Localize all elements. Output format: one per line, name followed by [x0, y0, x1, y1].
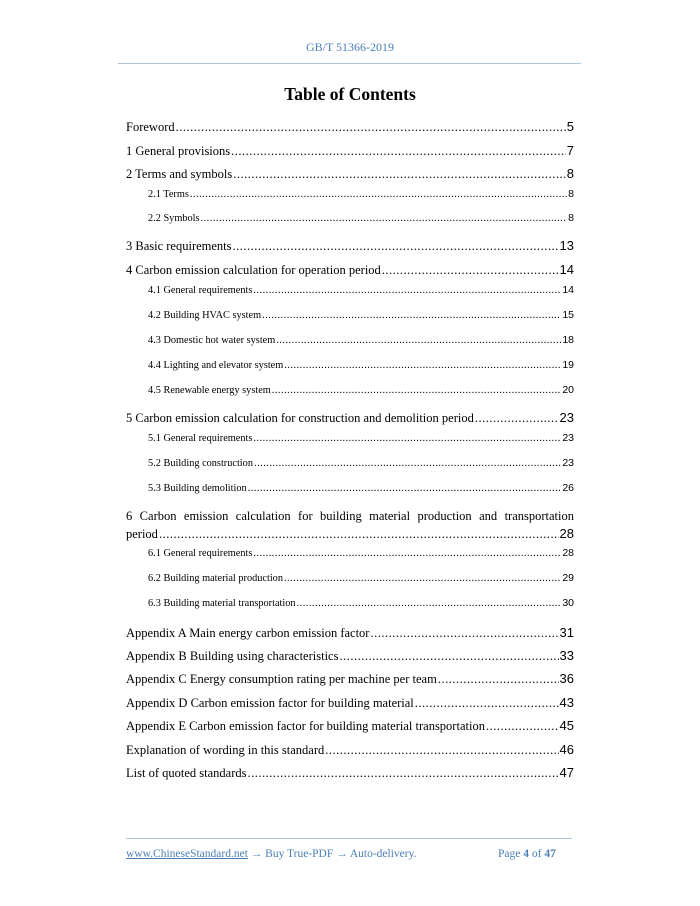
- dot-leader: [201, 213, 568, 224]
- toc-entry-page: 45: [559, 718, 574, 733]
- toc-entry-label: 5.1 General requirements: [148, 433, 253, 444]
- toc-entry-label: 5.2 Building construction: [148, 458, 253, 469]
- dot-leader: [231, 144, 566, 159]
- dot-leader: [176, 120, 566, 135]
- page-word: Page: [498, 848, 521, 860]
- toc-entry-label: 6.1 General requirements: [148, 548, 253, 559]
- toc-entry-appendix-d[interactable]: [126, 695, 574, 711]
- toc-entry-label: 4.4 Lighting and elevator system: [148, 360, 284, 371]
- toc-entry-terms[interactable]: [148, 188, 574, 200]
- toc-entry-page: 33: [559, 648, 574, 663]
- toc-entry-page: 30: [562, 597, 574, 609]
- dot-leader: [276, 335, 561, 346]
- toc-entry-page: 23: [562, 432, 574, 444]
- toc-entry-label: 4.3 Domestic hot water system: [148, 335, 276, 346]
- toc-entry-appendix-e[interactable]: [126, 718, 574, 734]
- toc-entry-label: 5.3 Building demolition: [148, 483, 247, 494]
- toc-entry-construction-general[interactable]: [148, 432, 574, 444]
- toc-entry-appendix-a[interactable]: [126, 625, 574, 641]
- dot-leader: [415, 696, 559, 711]
- toc-entry-page: 36: [559, 671, 574, 686]
- toc-entry-symbols[interactable]: [148, 212, 574, 224]
- toc-entry-building-demolition[interactable]: [148, 482, 574, 494]
- toc-entry-label: 5 Carbon emission calculation for construction and demolition period: [126, 411, 474, 425]
- toc-entry-general-provisions[interactable]: [126, 143, 574, 159]
- toc-entry-label: Explanation of wording in this standard: [126, 743, 325, 757]
- toc-entry-appendix-b[interactable]: [126, 648, 574, 664]
- toc-entry-material-transportation[interactable]: [148, 597, 574, 609]
- page-indicator: [498, 848, 556, 860]
- site-link[interactable]: www.ChineseStandard.net: [126, 848, 248, 860]
- dot-leader: [253, 285, 561, 296]
- toc-entry-page: 5: [566, 119, 574, 134]
- toc-entry-page: 8: [568, 212, 574, 224]
- dot-leader: [254, 458, 561, 469]
- toc-entry-page: 18: [562, 334, 574, 346]
- toc-entry-building-construction[interactable]: [148, 457, 574, 469]
- toc-entry-terms-and-symbols[interactable]: [126, 166, 574, 182]
- dot-leader: [233, 167, 566, 182]
- toc-entry-label: period: [126, 527, 158, 541]
- toc-entry-label: Appendix D Carbon emission factor for building material: [126, 696, 414, 710]
- dot-leader: [370, 626, 558, 641]
- toc-entry-label: 4.5 Renewable energy system: [148, 385, 271, 396]
- toc-entry-label: Appendix E Carbon emission factor for building material transportation: [126, 719, 485, 733]
- dot-leader: [247, 766, 558, 781]
- dot-leader: [272, 385, 562, 396]
- dot-leader: [253, 433, 561, 444]
- toc-entry-label: 4.2 Building HVAC system: [148, 310, 262, 321]
- toc-entry-foreword[interactable]: [126, 119, 574, 135]
- footer-divider: [126, 838, 572, 839]
- toc-entry-material-general[interactable]: [148, 547, 574, 559]
- toc-entry-label: 2 Terms and symbols: [126, 167, 233, 181]
- toc-entry-page: 43: [559, 695, 574, 710]
- toc-entry-page: 19: [562, 359, 574, 371]
- dot-leader: [159, 527, 559, 542]
- dot-leader: [284, 573, 561, 584]
- toc-entry-page: 23: [559, 410, 574, 425]
- dot-leader: [297, 598, 562, 609]
- toc-entry-page: 28: [562, 547, 574, 559]
- dot-leader: [339, 649, 558, 664]
- toc-entry-operation-period[interactable]: [126, 262, 574, 278]
- toc-entry-construction-demolition[interactable]: [126, 410, 574, 426]
- footer-promo: [126, 848, 416, 860]
- toc-entry-label: List of quoted standards: [126, 766, 247, 780]
- toc-entry-page: 23: [562, 457, 574, 469]
- dot-leader: [438, 672, 559, 687]
- toc-entry-label: 3 Basic requirements: [126, 239, 232, 253]
- toc-entry-lighting-elevator[interactable]: [148, 359, 574, 371]
- dot-leader: [253, 548, 561, 559]
- toc-entry-explanation-of-wording[interactable]: [126, 742, 574, 758]
- toc-entry-material-production-sub[interactable]: [148, 572, 574, 584]
- toc-entry-operation-general[interactable]: [148, 284, 574, 296]
- toc-entry-page: 13: [559, 238, 574, 253]
- toc-entry-page: 47: [559, 765, 574, 780]
- toc-entry-renewable-energy[interactable]: [148, 384, 574, 396]
- toc-entry-label: 4 Carbon emission calculation for operation period: [126, 263, 381, 277]
- toc-entry-hot-water[interactable]: [148, 334, 574, 346]
- toc-entry-page: 15: [562, 309, 574, 321]
- toc-entry-label: 2.1 Terms: [148, 189, 189, 200]
- dot-leader: [382, 263, 559, 278]
- toc-entry-label: Foreword: [126, 120, 175, 134]
- toc-entry-page: 46: [559, 742, 574, 757]
- toc-entry-label: 6.2 Building material production: [148, 573, 283, 584]
- toc-entry-page: 28: [559, 526, 574, 541]
- dot-leader: [284, 360, 561, 371]
- toc-entry-appendix-c[interactable]: [126, 671, 574, 687]
- toc-entry-page: 14: [559, 262, 574, 277]
- header-divider: [118, 63, 581, 64]
- toc-entry-page: 29: [562, 572, 574, 584]
- document-header-code: GB/T 51366-2019: [305, 40, 395, 54]
- toc-entry-page: 14: [562, 284, 574, 296]
- toc-entry-page: 26: [562, 482, 574, 494]
- dot-leader: [325, 743, 558, 758]
- toc-entry-page: 8: [566, 166, 574, 181]
- toc-entry-hvac[interactable]: [148, 309, 574, 321]
- of-word: of: [531, 848, 542, 860]
- current-page-number: 4: [523, 848, 529, 860]
- toc-entry-label: Appendix C Energy consumption rating per machine per team: [126, 672, 437, 686]
- page-title: Table of Contents: [284, 84, 416, 104]
- toc-entry-label: 4.1 General requirements: [148, 285, 253, 296]
- toc-entry-page: 31: [559, 625, 574, 640]
- toc-entry-label: Appendix B Building using characteristics: [126, 649, 339, 663]
- toc-entry-material-production[interactable]: [126, 526, 574, 542]
- dot-leader: [190, 189, 567, 200]
- dot-leader: [233, 239, 559, 254]
- toc-entry-label: 6.3 Building material transportation: [148, 598, 296, 609]
- toc-entry-quoted-standards[interactable]: [126, 765, 574, 781]
- promo-text: → Buy True-PDF → Auto-delivery.: [247, 848, 417, 860]
- toc-entry-label: 1 General provisions: [126, 144, 231, 158]
- toc-entry-page: 20: [562, 384, 574, 396]
- toc-entry-label: Appendix A Main energy carbon emission factor: [126, 626, 370, 640]
- dot-leader: [262, 310, 561, 321]
- dot-leader: [248, 483, 562, 494]
- toc-entry-label: 2.2 Symbols: [148, 213, 200, 224]
- toc-entry-page: 8: [568, 188, 574, 200]
- dot-leader: [486, 719, 559, 734]
- dot-leader: [475, 411, 559, 426]
- toc-entry-page: 7: [566, 143, 574, 158]
- toc-entry-material-production-line1[interactable]: 6 Carbon emission calculation for building material production and transportation: [126, 509, 574, 523]
- toc-entry-basic-requirements[interactable]: [126, 238, 574, 254]
- total-pages: 47: [544, 848, 556, 860]
